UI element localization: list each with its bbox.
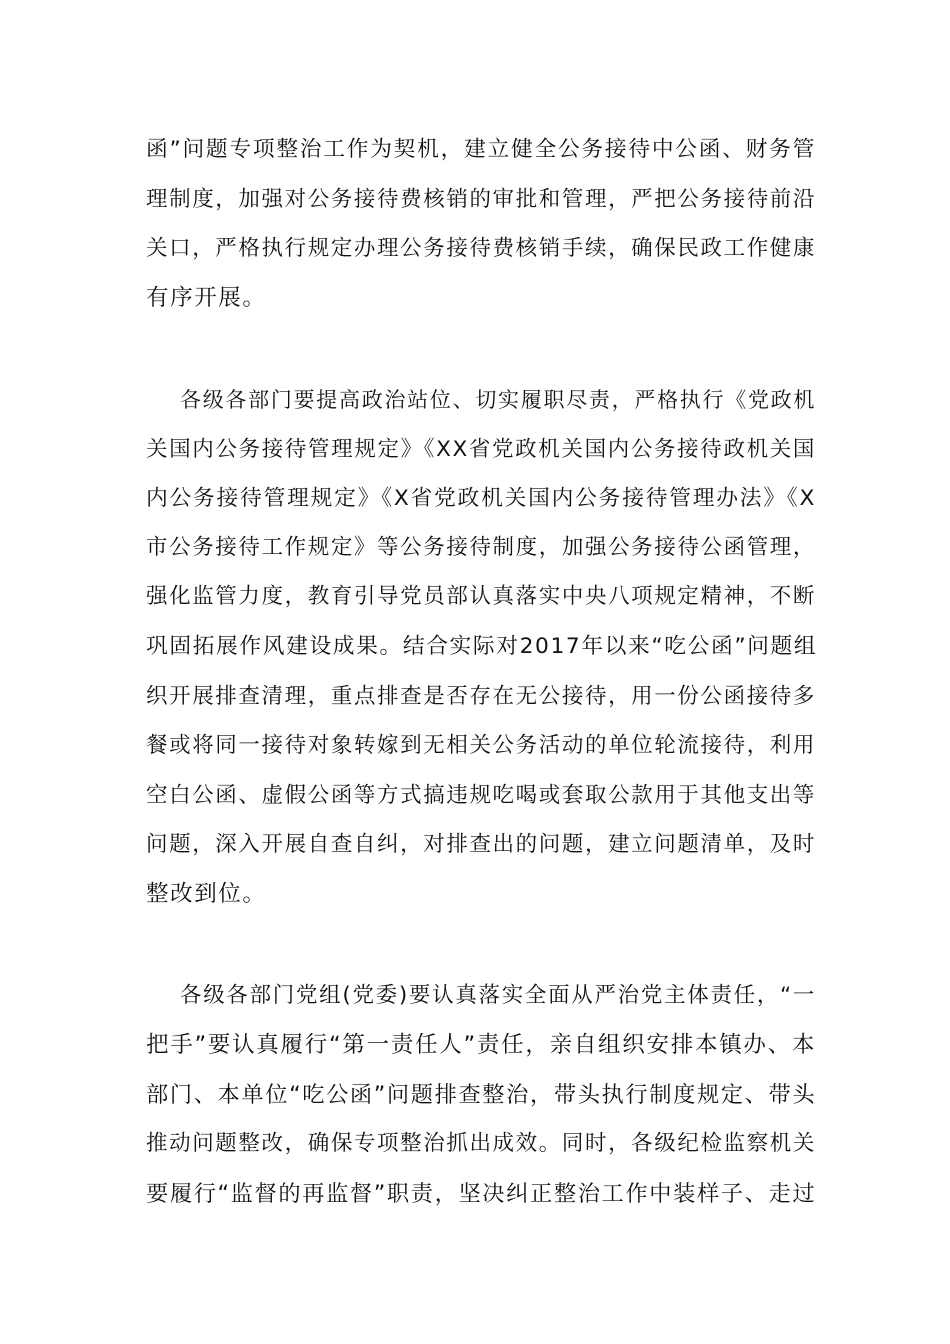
- text-line: 整改到位。: [146, 881, 267, 907]
- text-line: 内公务接待管理规定》《X省党政机关国内公务接待管理办法》《X: [146, 486, 816, 511]
- text-line: 有序开展。: [146, 285, 267, 311]
- text-line: 把手”要认真履行“第一责任人”责任，亲自组织安排本镇办、本: [146, 1032, 816, 1058]
- text-line: 各级各部门党组(党委)要认真落实全面从严治党主体责任，“一: [180, 983, 816, 1008]
- text-line: 强化监管力度，教育引导党员部认真落实中央八项规定精神，不断: [146, 584, 816, 609]
- text-line: 部门、本单位“吃公函”问题排查整治，带头执行制度规定、带头: [146, 1082, 817, 1108]
- text-line: 关国内公务接待管理规定》《XX省党政机关国内公务接待政机关国: [146, 437, 816, 462]
- text-line: 要履行“监督的再监督”职责，坚决纠正整治工作中装样子、走过: [146, 1181, 817, 1207]
- text-line: 空白公函、虚假公函等方式搞违规吃喝或套取公款用于其他支出等: [146, 783, 816, 808]
- text-line: 织开展排查清理，重点排查是否存在无公接待，用一份公函接待多: [146, 684, 816, 709]
- text-line: 推动问题整改，确保专项整治抓出成效。同时，各级纪检监察机关: [146, 1131, 816, 1156]
- text-line: 关口，严格执行规定办理公务接待费核销手续，确保民政工作健康: [146, 236, 816, 261]
- text-line: 巩固拓展作风建设成果。结合实际对2017年以来“吃公函”问题组: [146, 634, 818, 659]
- text-line: 餐或将同一接待对象转嫁到无相关公务活动的单位轮流接待，利用: [146, 733, 816, 758]
- text-line: 函”问题专项整治工作为契机，建立健全公务接待中公函、财务管: [146, 137, 816, 162]
- text-line: 问题，深入开展自查自纠，对排查出的问题，建立问题清单，及时: [146, 832, 816, 857]
- text-line: 市公务接待工作规定》等公务接待制度，加强公务接待公函管理，: [146, 535, 816, 560]
- text-line: 各级各部门要提高政治站位、切实履职尽责，严格执行《党政机: [180, 388, 816, 412]
- text-line: 理制度，加强对公务接待费核销的审批和管理，严把公务接待前沿: [146, 187, 816, 212]
